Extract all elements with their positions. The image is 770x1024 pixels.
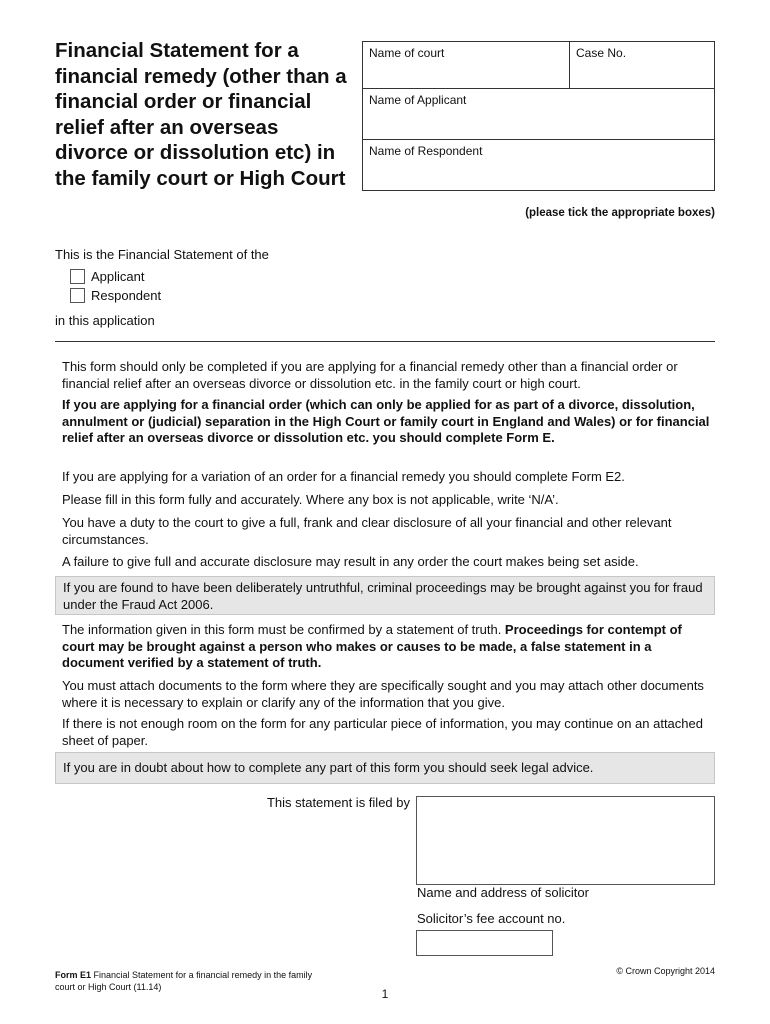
fill-accurately-paragraph: Please fill in this form fully and accurately. Where any box is not applicable, write ‘N/A’. <box>62 492 559 507</box>
legal-advice-box <box>55 752 715 784</box>
filed-by-field[interactable] <box>416 796 715 885</box>
statement-of-label: This is the Financial Statement of the <box>55 247 269 262</box>
name-of-respondent-field[interactable] <box>363 140 714 190</box>
page-number: 1 <box>381 987 389 1001</box>
fraud-warning-box <box>55 576 715 615</box>
name-of-respondent-label: Name of Respondent <box>369 144 483 158</box>
tick-instruction: (please tick the appropriate boxes) <box>525 207 715 219</box>
legal-advice-text: If you are in doubt about how to complete any part of this form you should seek legal advice. <box>63 760 594 775</box>
respondent-option[interactable] <box>70 288 161 303</box>
name-of-court-label: Name of court <box>369 46 445 60</box>
failure-disclosure-paragraph: A failure to give full and accurate disclosure may result in any order the court makes being set aside. <box>62 554 639 569</box>
case-no-field[interactable] <box>570 42 714 89</box>
respondent-option-label: Respondent <box>91 288 162 303</box>
form-e-paragraph: If you are applying for a financial order (which can only be applied for as part of a divorce, dissolution, annulment or (judicial) separation in the High Court or family court in England and Wales) or for financial relief after an overseas divorce or dissolution etc. you should complete Form E. <box>62 397 710 445</box>
contempt-warning-text: Proceedings for contempt of court may be brought against a person who makes or causes to be made, a false statement in a document verified by a statement of truth. <box>62 622 682 670</box>
court-details-box <box>362 41 715 191</box>
name-of-court-field[interactable] <box>363 42 570 89</box>
statement-of-truth-text: The information given in this form must be confirmed by a statement of truth. <box>62 622 505 637</box>
applicant-checkbox[interactable] <box>70 269 85 284</box>
in-application-label: in this application <box>55 313 155 328</box>
form-title: Financial Statement for a financial remedy (other than a financial order or financial relief after an overseas divorce or dissolution etc) in the family court or High Court <box>55 39 347 190</box>
fraud-warning-text: If you are found to have been deliberately untruthful, criminal proceedings may be brought against you for fraud under the Fraud Act 2006. <box>63 580 703 612</box>
statement-of-truth-paragraph <box>62 622 712 672</box>
respondent-checkbox[interactable] <box>70 288 85 303</box>
form-description: Financial Statement for a financial remedy in the family court or High Court (11.14) <box>55 970 313 992</box>
intro-paragraph: This form should only be completed if you are applying for a financial remedy other than a financial order or financial relief after an overseas divorce or dissolution etc. in the family court or high court. <box>62 359 678 391</box>
form-e2-paragraph: If you are applying for a variation of an order for a financial remedy you should complete Form E2. <box>62 469 625 484</box>
applicant-option[interactable] <box>70 269 144 284</box>
fee-account-label: Solicitor’s fee account no. <box>417 911 566 926</box>
solicitor-name-label: Name and address of solicitor <box>417 885 589 900</box>
name-of-applicant-field[interactable] <box>363 89 714 140</box>
duty-disclosure-paragraph: You have a duty to the court to give a full, frank and clear disclosure of all your financial and other relevant circumstances. <box>62 515 672 547</box>
filed-by-label: This statement is filed by <box>266 795 410 810</box>
section-divider <box>55 341 715 342</box>
name-of-applicant-label: Name of Applicant <box>369 93 467 107</box>
form-id: Form E1 <box>55 970 92 980</box>
fee-account-field[interactable] <box>416 930 553 956</box>
attach-documents-paragraph: You must attach documents to the form where they are specifically sought and you may attach other documents where it is necessary to explain or clarify any of the information that you give. <box>62 678 704 710</box>
form-reference <box>55 969 325 993</box>
applicant-option-label: Applicant <box>91 269 145 284</box>
extra-sheet-paragraph: If there is not enough room on the form for any particular piece of information, you may continue on an attached sheet of paper. <box>62 716 703 748</box>
copyright-notice: © Crown Copyright 2014 <box>616 966 715 976</box>
case-no-label: Case No. <box>576 46 627 60</box>
